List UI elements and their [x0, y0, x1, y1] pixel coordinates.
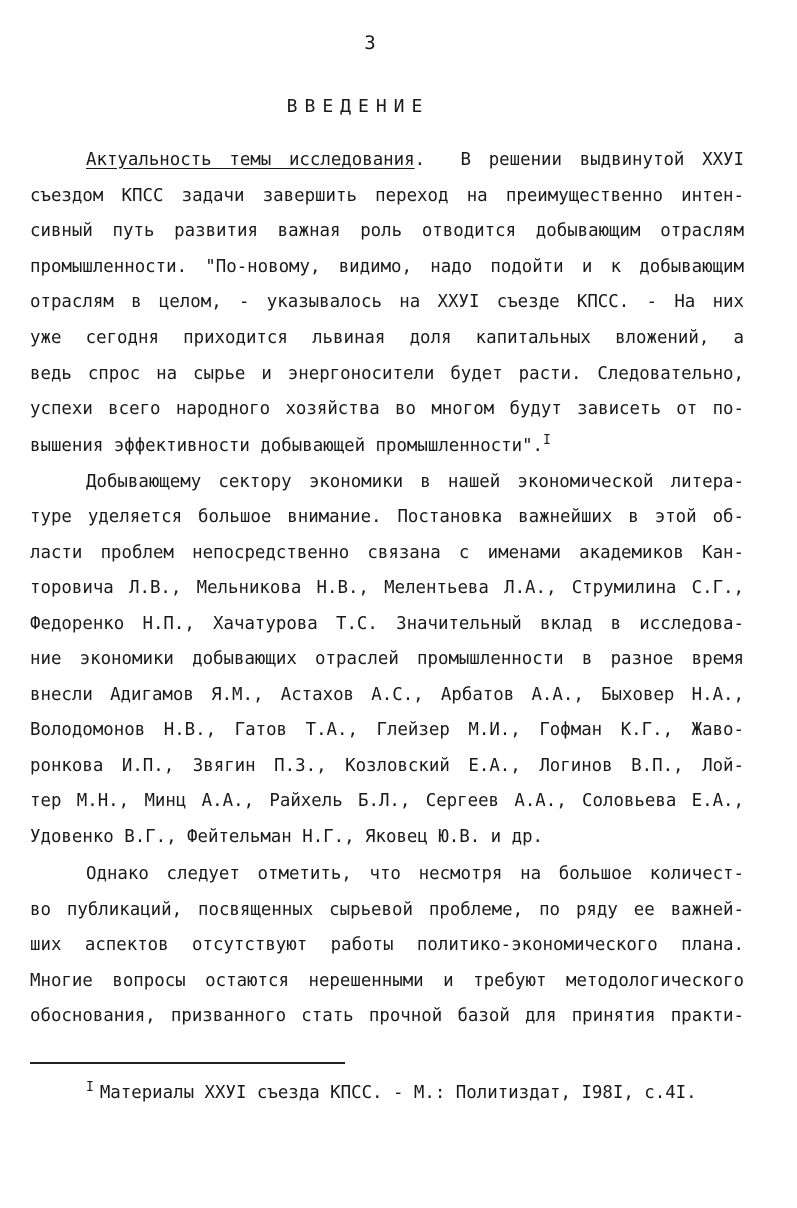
- para2-line: ронкова И.П., Звягин П.З., Козловский Е.А., Логинов В.П., Лой-: [30, 756, 744, 776]
- para2-line: туре уделяется большое внимание. Постановка важнейших в этой об-: [30, 507, 744, 527]
- page-number: 3: [364, 32, 376, 54]
- section-heading: ВВЕДЕНИЕ: [286, 96, 430, 117]
- para2-line: Володомонов Н.В., Гатов Т.А., Глейзер М.И., Гофман К.Г., Жаво-: [30, 720, 744, 740]
- para2-line: торовича Л.В., Мельникова Н.В., Мелентьева Л.А., Струмилина С.Г.,: [30, 578, 744, 598]
- para2-line: ласти проблем непосредственно связана с именами академиков Кан-: [30, 543, 744, 563]
- para2-line: внесли Адигамов Я.М., Астахов А.С., Арбатов А.А., Быховер Н.А.,: [30, 685, 744, 705]
- footnote-text: Материалы ХХУI съезда КПСС. - М.: Политиздат, I98I, с.4I.: [99, 1083, 697, 1103]
- para3-line: Однако следует отметить, что несмотря на большое количест-: [86, 864, 744, 884]
- para2-line: Добывающему сектору экономики в нашей экономической литера-: [86, 472, 744, 492]
- para1-line: съездом КПСС задачи завершить переход на преимущественно интен-: [30, 186, 744, 206]
- para1-line: успехи всего народного хозяйства во многом будут зависеть от по-: [30, 399, 744, 419]
- para2-line: тер М.Н., Минц А.А., Райхель Б.Л., Сергеев А.А., Соловьева Е.А.,: [30, 791, 744, 811]
- para1-line: уже сегодня приходится львиная доля капитальных вложений, а: [30, 328, 744, 348]
- footnote-divider: [30, 1062, 345, 1064]
- para2-line: ние экономики добывающих отраслей промышленности в разное время: [30, 649, 744, 669]
- para3-line: во публикаций, посвященных сырьевой проблеме, по ряду ее важней-: [30, 900, 744, 920]
- para1-line: вышения эффективности добывающей промышленности".$^I$: [30, 433, 551, 456]
- para1-line: Актуальность темы исследования. В решении выдвинутой ХХУI: [86, 150, 744, 170]
- footnote-mark: I: [86, 1080, 94, 1095]
- para3-line: ших аспектов отсутствуют работы политико-экономического плана.: [30, 935, 744, 955]
- para1-line: сивный путь развития важная роль отводится добывающим отраслям: [30, 221, 744, 241]
- footnote: [86, 1080, 697, 1103]
- para1-line: отраслям в целом, - указывалось на ХХУI съезде КПСС. - На них: [30, 292, 744, 312]
- topic-title: Актуальность темы исследования: [86, 150, 415, 170]
- para2-line: Удовенко В.Г., Фейтельман Н.Г., Яковец Ю.В. и др.: [30, 827, 544, 847]
- footnote-reference: I: [543, 433, 551, 448]
- para3-line: обоснования, призванного стать прочной базой для принятия практи-: [30, 1006, 744, 1026]
- para3-line: Многие вопросы остаются нерешенными и требуют методологического: [30, 971, 744, 991]
- para2-line: Федоренко Н.П., Хачатурова Т.С. Значительный вклад в исследова-: [30, 614, 744, 634]
- para1-line: промышленности. "По-новому, видимо, надо подойти и к добывающим: [30, 257, 744, 277]
- para1-line: ведь спрос на сырье и энергоносители будет расти. Следовательно,: [30, 364, 744, 384]
